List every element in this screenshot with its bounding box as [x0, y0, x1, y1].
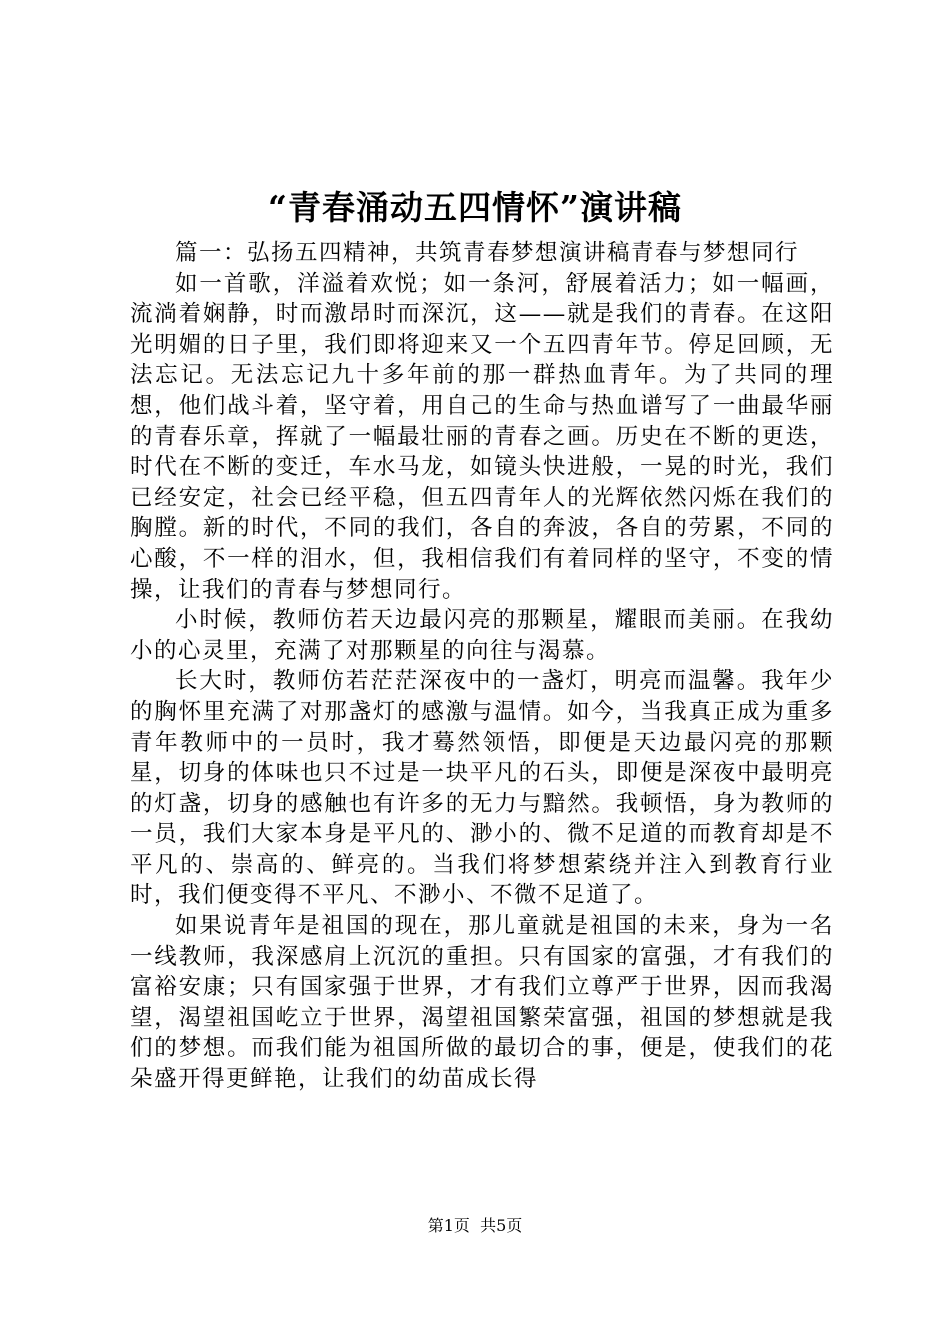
document-title: “青春涌动五四情怀”演讲稿: [268, 188, 682, 227]
page-total: 共5页: [480, 1216, 523, 1235]
page-number: 第1页: [427, 1216, 470, 1235]
paragraph: 如一首歌，洋溢着欢悦；如一条河，舒展着活力；如一幅画，流淌着娴静，时而激昂时而深沉，这——就是我们的青春。在这阳光明媚的日子里，我们即将迎来又一个五四青年节。停足回顾，无法忘记。无法忘记九十多年前的那一群热血青年。为了共同的理想，他们战斗着，坚守着，用自己的生命与热血谱写了一曲最华丽的青春乐章，挥就了一幅最壮丽的青春之画。历史在不断的更迭，时代在不断的变迁，车水马龙，如镜头快进般，一晃的时光，我们已经安定，社会已经平稳，但五四青年人的光辉依然闪烁在我们的胸膛。新的时代，不同的我们，各自的奔波，各自的劳累，不同的心酸，不一样的泪水，但，我相信我们有着同样的坚守，不变的情操，让我们的青春与梦想同行。: [130, 270, 834, 603]
paragraph: 如果说青年是祖国的现在，那儿童就是祖国的未来，身为一名一线教师，我深感肩上沉沉的重担。只有国家的富强，才有我们的富裕安康；只有国家强于世界，才有我们立尊严于世界，因而我渴望，渴望祖国屹立于世界，渴望祖国繁荣富强，祖国的梦想就是我们的梦想。而我们能为祖国所做的最切合的事，便是，使我们的花朵盛开得更鲜艳，让我们的幼苗成长得: [130, 913, 834, 1093]
page-footer: [0, 1216, 950, 1236]
paragraph-section-heading: 篇一：弘扬五四精神，共筑青春梦想演讲稿青春与梦想同行: [175, 240, 800, 266]
paragraph: 长大时，教师仿若茫茫深夜中的一盏灯，明亮而温馨。我年少的胸怀里充满了对那盏灯的感激与温情。如今，当我真正成为重多青年教师中的一员时，我才蓦然领悟，即便是天边最闪亮的那颗星，切身的体味也只不过是一块平凡的石头，即便是深夜中最明亮的灯盏，切身的感触也有许多的无力与黯然。我顿悟，身为教师的一员，我们大家本身是平凡的、渺小的、微不足道的而教育却是不平凡的、崇高的、鲜亮的。当我们将梦想萦绕并注入到教育行业时，我们便变得不平凡、不渺小、不微不足道了。: [130, 668, 834, 909]
paragraph: 小时候，教师仿若天边最闪亮的那颗星，耀眼而美丽。在我幼小的心灵里，充满了对那颗星的向往与渴慕。: [130, 607, 834, 664]
document-body: [130, 238, 834, 1095]
